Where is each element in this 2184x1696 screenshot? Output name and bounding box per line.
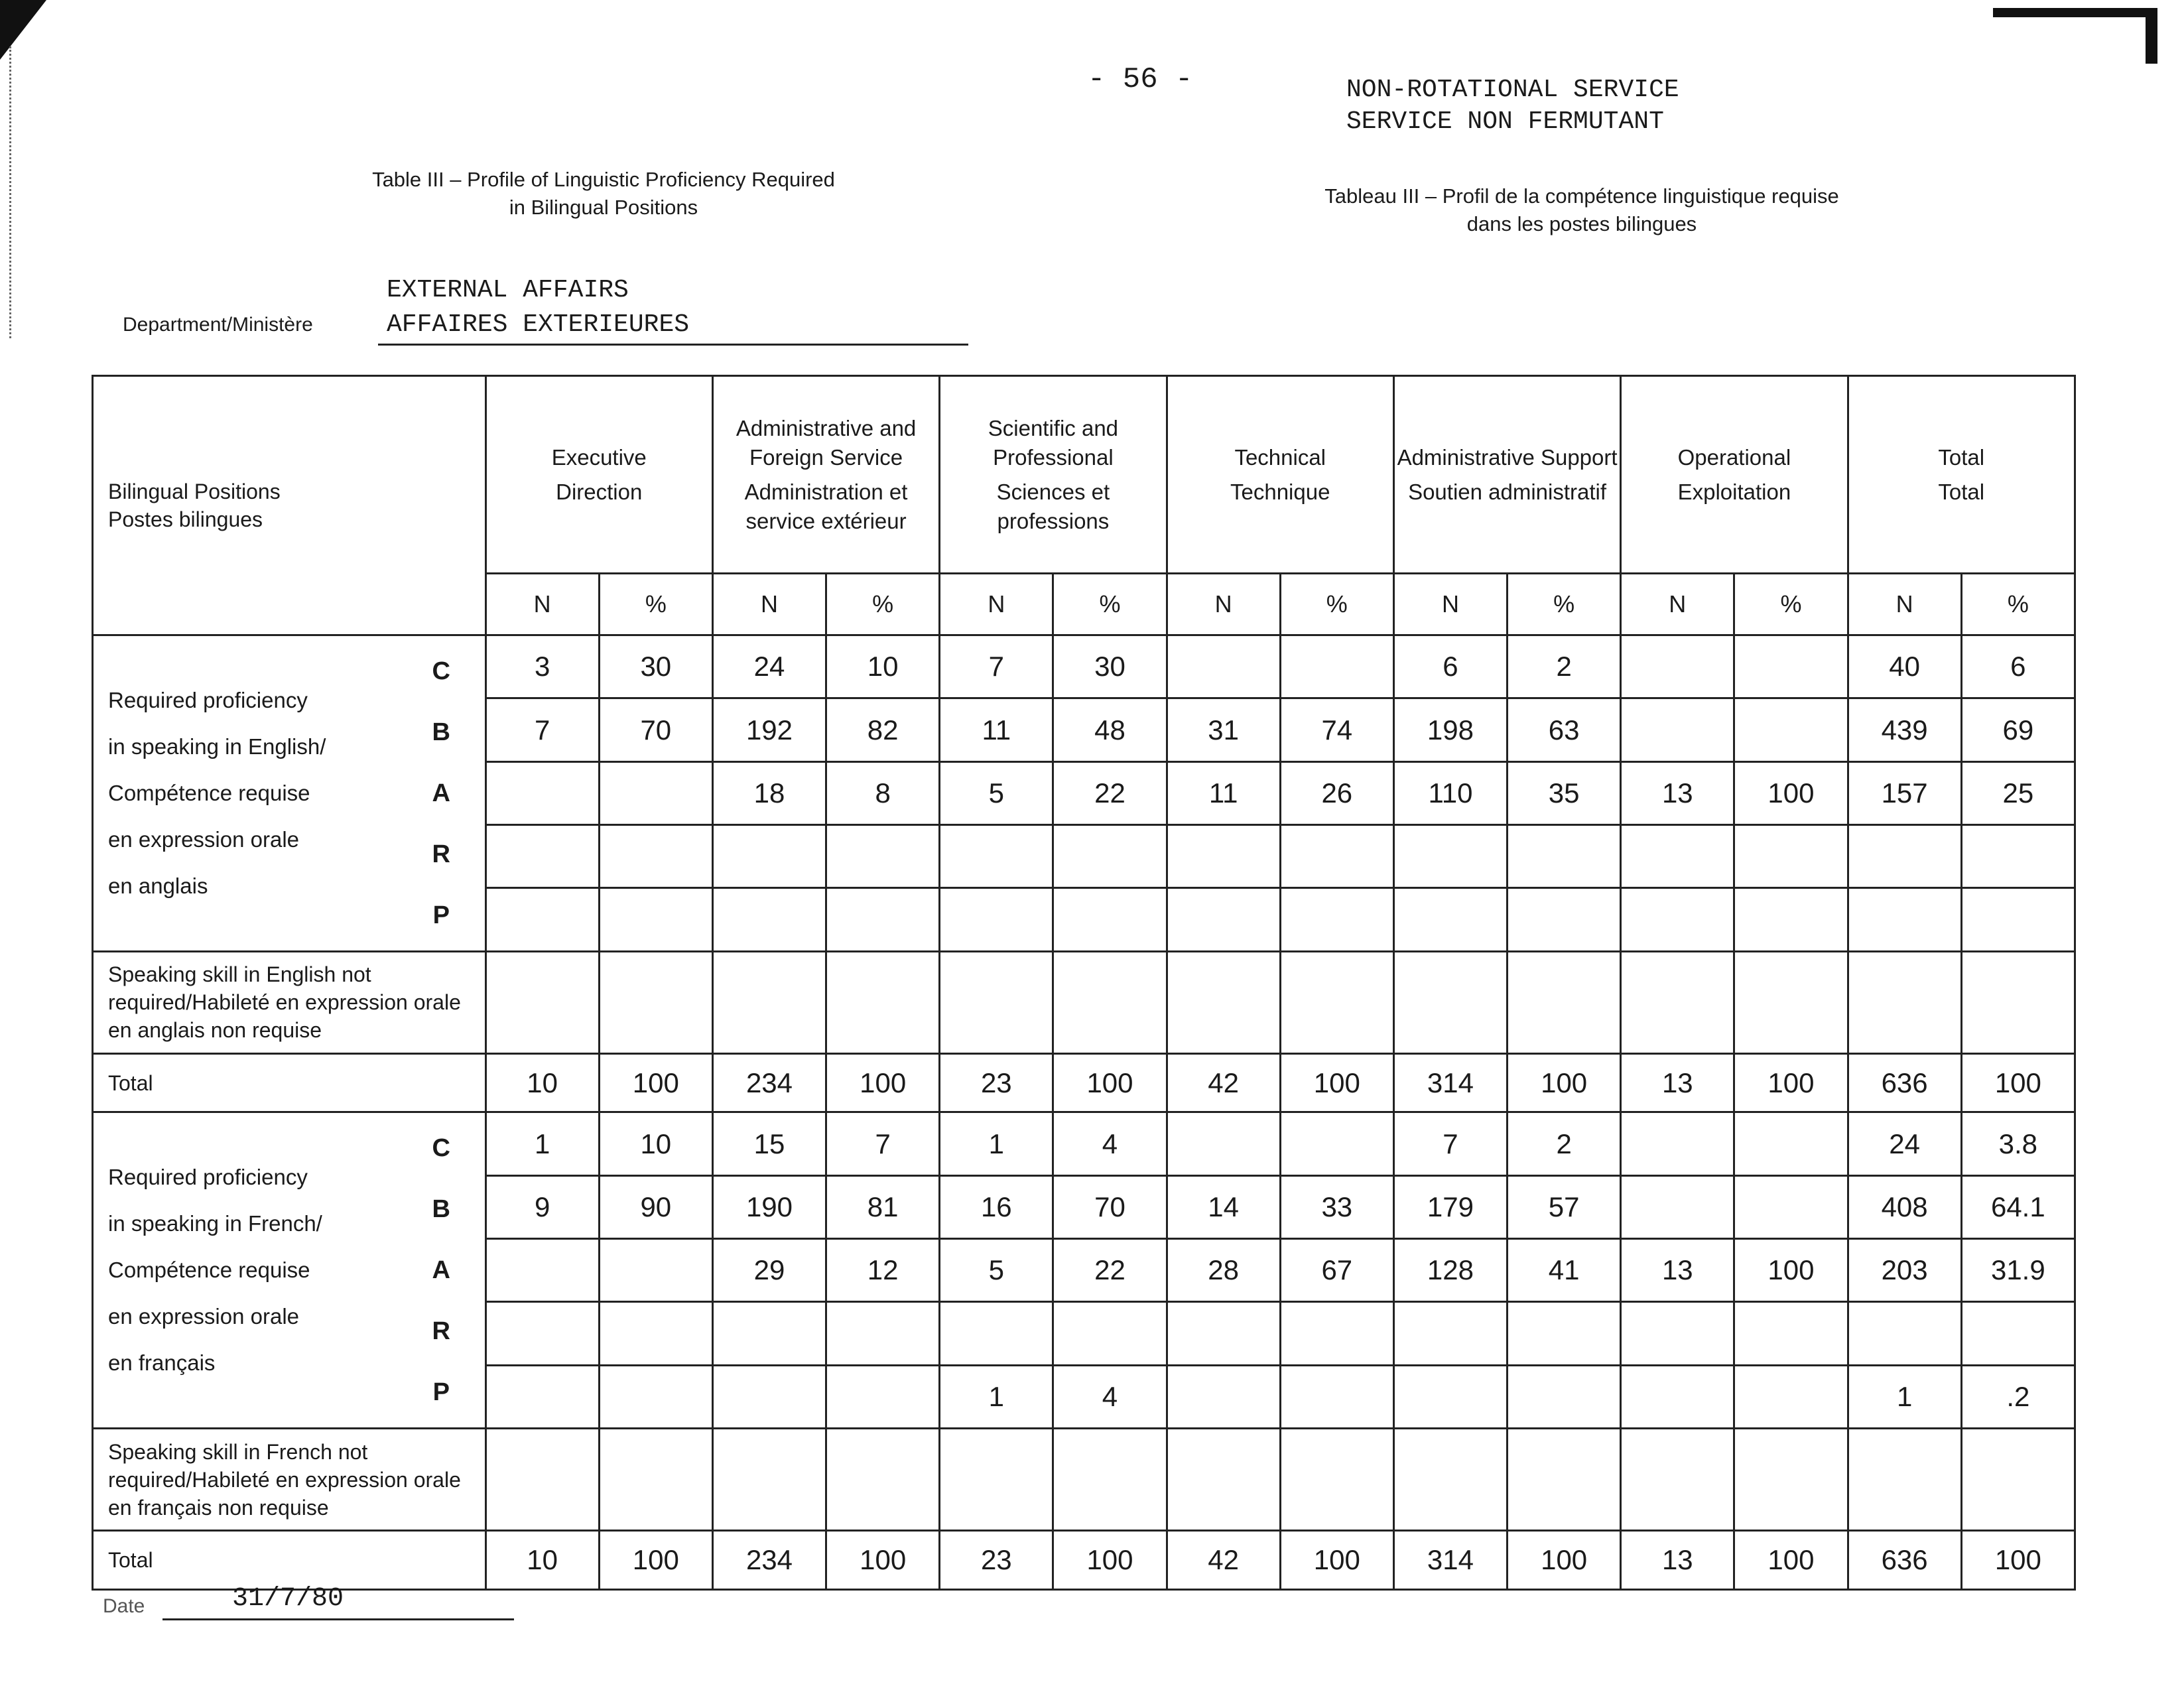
group-name-fr: Sciences et professions (996, 479, 1110, 533)
table-cell: 82 (826, 698, 940, 761)
table-cell (712, 951, 826, 1053)
table-cell: 100 (1053, 1531, 1167, 1590)
proficiency-label-line: en expression orale (108, 1304, 300, 1329)
table-cell: 33 (1280, 1175, 1393, 1238)
table-cell (1508, 824, 1621, 887)
table-cell: 192 (712, 698, 826, 761)
table-cell: 100 (1734, 761, 1848, 824)
table-cell (1508, 951, 1621, 1053)
table-cell: 24 (712, 635, 826, 698)
table-cell: 48 (1053, 698, 1167, 761)
table-cell (1734, 1112, 1848, 1175)
table-cell (485, 761, 599, 824)
table-cell (940, 1429, 1053, 1531)
proficiency-label-line: in speaking in English/ (108, 734, 326, 759)
table-cell (712, 1365, 826, 1428)
french-total-label: Total (93, 1531, 486, 1590)
n-header: N (1393, 574, 1507, 635)
table-cell: 24 (1848, 1112, 1961, 1175)
n-header: N (712, 574, 826, 635)
table-cell: 314 (1393, 1053, 1507, 1112)
table-cell: 69 (1961, 698, 2075, 761)
table-cell (1167, 1429, 1280, 1531)
group-name-en: Administrative and Foreign Service (736, 415, 917, 470)
pct-header: % (1508, 574, 1621, 635)
n-header: N (485, 574, 599, 635)
department-name-fr: AFFAIRES EXTERIEURES (387, 310, 690, 339)
table-cell: 234 (712, 1053, 826, 1112)
table-cell: 100 (826, 1531, 940, 1590)
table-cell: 7 (485, 698, 599, 761)
table-cell: 1 (940, 1112, 1053, 1175)
table-cell: 11 (940, 698, 1053, 761)
table-cell: 100 (1053, 1053, 1167, 1112)
table-cell (1280, 1112, 1393, 1175)
french-proficiency-label (93, 1112, 398, 1429)
scan-corner-mark-left (0, 0, 46, 60)
table-row (93, 1112, 2075, 1175)
table-cell: 70 (599, 698, 712, 761)
table-cell (485, 1429, 599, 1531)
corner-label (93, 376, 486, 635)
table-cell (1848, 824, 1961, 887)
scan-corner-mark-right (1993, 8, 2157, 64)
table-cell (1167, 1112, 1280, 1175)
department-name (387, 273, 689, 342)
group-name-en: Total (1938, 444, 1985, 470)
english-not-required-label: Speaking skill in English not required/Habileté en expression orale en anglais non requise (93, 951, 486, 1053)
proficiency-label-line: en anglais (108, 873, 208, 898)
group-header-6 (1848, 376, 2075, 574)
table-cell: 7 (940, 635, 1053, 698)
table-cell (599, 1302, 712, 1365)
table-cell (485, 824, 599, 887)
group-header-row (93, 376, 2075, 574)
group-name-fr: Technique (1230, 479, 1330, 504)
table-cell (940, 824, 1053, 887)
english-total-label: Total (93, 1053, 486, 1112)
table-cell: 41 (1508, 1239, 1621, 1302)
group-name-fr: Soutien administratif (1408, 479, 1607, 504)
table-cell: 42 (1167, 1531, 1280, 1590)
table-cell (1167, 824, 1280, 887)
table-cell (826, 888, 940, 951)
table-cell (712, 888, 826, 951)
table-cell (1508, 1302, 1621, 1365)
table-cell: 2 (1508, 1112, 1621, 1175)
table-cell: 12 (826, 1239, 940, 1302)
table-cell: 100 (599, 1531, 712, 1590)
table-cell: 63 (1508, 698, 1621, 761)
french-not-required-label: Speaking skill in French not required/Habileté en expression orale en français non requise (93, 1429, 486, 1531)
table-cell: 29 (712, 1239, 826, 1302)
table-cell: 636 (1848, 1053, 1961, 1112)
pct-header: % (599, 574, 712, 635)
grade-letter: R (432, 840, 450, 868)
group-name-fr: Administration et service extérieur (744, 479, 908, 533)
group-header-0 (485, 376, 712, 574)
table-cell: .2 (1961, 1365, 2075, 1428)
table-cell (826, 951, 940, 1053)
table-cell: 25 (1961, 761, 2075, 824)
table-cell (485, 1239, 599, 1302)
grade-letter: B (432, 718, 450, 746)
table-cell (1393, 824, 1507, 887)
english-proficiency-label (93, 635, 398, 952)
corner-label-en: Bilingual Positions (108, 480, 281, 504)
table-cell: 110 (1393, 761, 1507, 824)
table-cell (1280, 824, 1393, 887)
table-cell: 100 (1508, 1053, 1621, 1112)
group-header-5 (1621, 376, 1848, 574)
date-label: Date (103, 1595, 145, 1617)
not-required-row (93, 951, 2075, 1053)
table-cell (1734, 1302, 1848, 1365)
n-header: N (1167, 574, 1280, 635)
table-cell (940, 1302, 1053, 1365)
table-cell (1280, 1365, 1393, 1428)
table-cell: 100 (1508, 1531, 1621, 1590)
grade-letter: A (432, 1256, 450, 1285)
table-cell (1053, 824, 1167, 887)
table-cell (1848, 888, 1961, 951)
table-cell (1393, 1365, 1507, 1428)
service-type-fr: SERVICE NON FERMUTANT (1346, 107, 1664, 136)
pct-header: % (1280, 574, 1393, 635)
table-cell: 35 (1508, 761, 1621, 824)
table-cell: 100 (1280, 1531, 1393, 1590)
grade-letter: B (432, 1195, 450, 1224)
service-type (1346, 74, 1679, 138)
table-cell: 81 (826, 1175, 940, 1238)
table-cell: 74 (1280, 698, 1393, 761)
table-title-fr (1187, 182, 1976, 238)
table-cell (1393, 888, 1507, 951)
table-cell: 5 (940, 1239, 1053, 1302)
table-cell (1734, 1365, 1848, 1428)
table-cell: 100 (1961, 1531, 2075, 1590)
table-cell: 234 (712, 1531, 826, 1590)
table-cell: 2 (1508, 635, 1621, 698)
table-cell: 64.1 (1961, 1175, 2075, 1238)
table-cell (1280, 1429, 1393, 1531)
table-cell (1167, 888, 1280, 951)
total-row (93, 1053, 2075, 1112)
table-cell (1167, 1302, 1280, 1365)
table-cell: 13 (1621, 1053, 1734, 1112)
total-row (93, 1531, 2075, 1590)
table-cell: 10 (826, 635, 940, 698)
pct-header: % (1961, 574, 2075, 635)
table-cell (1508, 1365, 1621, 1428)
corner-label-fr: Postes bilingues (108, 507, 263, 532)
table-cell (1280, 635, 1393, 698)
proficiency-label-line: in speaking in French/ (108, 1211, 322, 1236)
group-name-en: Executive (551, 444, 647, 470)
table-cell (826, 824, 940, 887)
table-cell (1167, 635, 1280, 698)
table-cell (1961, 951, 2075, 1053)
table-cell (1393, 1302, 1507, 1365)
table-cell: 157 (1848, 761, 1961, 824)
table-cell: 40 (1848, 635, 1961, 698)
group-name-en: Technical (1234, 444, 1326, 470)
table-cell: 42 (1167, 1053, 1280, 1112)
french-grade-column (398, 1112, 485, 1429)
table-cell (1848, 1429, 1961, 1531)
grade-letter: C (432, 1134, 450, 1163)
table-cell (1508, 1429, 1621, 1531)
table-cell: 23 (940, 1053, 1053, 1112)
table-cell (1280, 951, 1393, 1053)
table-cell (599, 824, 712, 887)
table-cell: 28 (1167, 1239, 1280, 1302)
table-cell (826, 1365, 940, 1428)
n-header: N (940, 574, 1053, 635)
table-cell: 100 (1734, 1239, 1848, 1302)
table-cell (1621, 888, 1734, 951)
table-cell: 90 (599, 1175, 712, 1238)
department-name-en: EXTERNAL AFFAIRS (387, 276, 629, 304)
department-label: Department/Ministère (123, 314, 313, 336)
table-cell: 203 (1848, 1239, 1961, 1302)
table-cell (712, 1429, 826, 1531)
proficiency-label-line: en expression orale (108, 826, 300, 852)
table-cell (826, 1429, 940, 1531)
table-cell: 100 (599, 1053, 712, 1112)
table-cell (485, 1365, 599, 1428)
proficiency-table (92, 375, 2076, 1591)
table-cell: 8 (826, 761, 940, 824)
group-name-en: Operational (1677, 444, 1791, 470)
table-cell: 30 (1053, 635, 1167, 698)
table-cell (599, 1365, 712, 1428)
table-cell: 13 (1621, 1531, 1734, 1590)
table-cell (485, 1302, 599, 1365)
table-title-fr-line2: dans les postes bilingues (1466, 212, 1697, 235)
proficiency-label-line: Required proficiency (108, 1165, 308, 1190)
pct-header: % (826, 574, 940, 635)
table-cell (1961, 888, 2075, 951)
table-cell: 31 (1167, 698, 1280, 761)
proficiency-label-line: Required proficiency (108, 687, 308, 712)
group-header-3 (1167, 376, 1393, 574)
table-cell: 13 (1621, 1239, 1734, 1302)
table-cell (1961, 1302, 2075, 1365)
english-grade-column (398, 635, 485, 952)
group-name-fr: Total (1938, 479, 1985, 504)
table-cell (1053, 1429, 1167, 1531)
table-cell: 10 (485, 1531, 599, 1590)
table-cell: 31.9 (1961, 1239, 2075, 1302)
not-required-row (93, 1429, 2075, 1531)
table-title-fr-line1: Tableau III – Profil de la compétence linguistique requise (1324, 184, 1839, 208)
table-cell (599, 888, 712, 951)
table-cell (1734, 1429, 1848, 1531)
table-cell (1734, 951, 1848, 1053)
table-cell (1280, 888, 1393, 951)
table-cell (485, 888, 599, 951)
table-cell: 100 (1734, 1531, 1848, 1590)
date-underline (162, 1618, 514, 1620)
table-cell: 10 (599, 1112, 712, 1175)
table-cell (1621, 1302, 1734, 1365)
table-cell (1167, 951, 1280, 1053)
table-row (93, 635, 2075, 698)
group-header-2 (940, 376, 1167, 574)
group-header-1 (712, 376, 939, 574)
table-cell (485, 951, 599, 1053)
table-cell (940, 951, 1053, 1053)
pct-header: % (1734, 574, 1848, 635)
grade-letter: P (432, 901, 450, 929)
table-cell: 6 (1961, 635, 2075, 698)
group-name-fr: Direction (556, 479, 643, 504)
table-cell (1053, 951, 1167, 1053)
table-cell (1393, 1429, 1507, 1531)
table-cell: 408 (1848, 1175, 1961, 1238)
proficiency-label-line: Compétence requise (108, 1258, 310, 1283)
n-header: N (1848, 574, 1961, 635)
table-cell: 100 (1961, 1053, 2075, 1112)
table-cell (712, 1302, 826, 1365)
table-cell: 3 (485, 635, 599, 698)
table-cell: 4 (1053, 1365, 1167, 1428)
table-cell (1848, 951, 1961, 1053)
table-title-en-line2: in Bilingual Positions (509, 196, 698, 219)
table-cell (1621, 1365, 1734, 1428)
table-cell (826, 1302, 940, 1365)
table-cell: 100 (1280, 1053, 1393, 1112)
table-cell: 67 (1280, 1239, 1393, 1302)
department-underline (378, 344, 968, 346)
table-cell: 100 (1734, 1053, 1848, 1112)
table-cell (1734, 1175, 1848, 1238)
table-cell: 3.8 (1961, 1112, 2075, 1175)
table-cell (1734, 824, 1848, 887)
page-number: - 56 - (1088, 63, 1193, 96)
table-cell: 179 (1393, 1175, 1507, 1238)
table-cell (1621, 698, 1734, 761)
table-cell (1053, 888, 1167, 951)
table-cell (1053, 1302, 1167, 1365)
table-cell (940, 888, 1053, 951)
table-cell: 22 (1053, 1239, 1167, 1302)
group-name-en: Scientific and Professional (988, 415, 1119, 470)
table-cell: 1 (485, 1112, 599, 1175)
table-cell (1621, 1429, 1734, 1531)
table-cell (1393, 951, 1507, 1053)
table-cell (1621, 635, 1734, 698)
table-cell: 314 (1393, 1531, 1507, 1590)
table-cell: 198 (1393, 698, 1507, 761)
grade-letter: A (432, 779, 450, 807)
table-cell (712, 824, 826, 887)
table-title-en-line1: Table III – Profile of Linguistic Proficiency Required (372, 168, 835, 191)
table-cell: 23 (940, 1531, 1053, 1590)
table-cell: 15 (712, 1112, 826, 1175)
table-cell (1508, 888, 1621, 951)
pct-header: % (1053, 574, 1167, 635)
table-cell (1280, 1302, 1393, 1365)
table-cell: 16 (940, 1175, 1053, 1238)
grade-letter: C (432, 657, 450, 685)
table-cell: 128 (1393, 1239, 1507, 1302)
proficiency-label-line: en français (108, 1350, 216, 1376)
table-cell: 1 (940, 1365, 1053, 1428)
table-cell: 6 (1393, 635, 1507, 698)
table-cell (1167, 1365, 1280, 1428)
table-cell (1961, 1429, 2075, 1531)
table-cell (599, 1429, 712, 1531)
service-type-en: NON-ROTATIONAL SERVICE (1346, 76, 1679, 104)
table-cell: 9 (485, 1175, 599, 1238)
table-cell: 190 (712, 1175, 826, 1238)
group-name-en: Administrative Support (1397, 444, 1618, 470)
table-cell: 4 (1053, 1112, 1167, 1175)
table-cell: 13 (1621, 761, 1734, 824)
table-cell: 100 (826, 1053, 940, 1112)
table-cell (1848, 1302, 1961, 1365)
table-cell: 11 (1167, 761, 1280, 824)
table-cell: 30 (599, 635, 712, 698)
group-header-4 (1393, 376, 1620, 574)
table-cell: 7 (1393, 1112, 1507, 1175)
table-cell (599, 761, 712, 824)
table-cell: 14 (1167, 1175, 1280, 1238)
table-cell (1961, 824, 2075, 887)
table-cell: 18 (712, 761, 826, 824)
group-name-fr: Exploitation (1677, 479, 1791, 504)
table-cell: 636 (1848, 1531, 1961, 1590)
table-cell: 26 (1280, 761, 1393, 824)
grade-letter: R (432, 1317, 450, 1346)
scan-edge-marks (9, 46, 15, 338)
table-cell (1734, 888, 1848, 951)
table-cell: 439 (1848, 698, 1961, 761)
proficiency-label-line: Compétence requise (108, 780, 310, 805)
table-cell: 70 (1053, 1175, 1167, 1238)
table-cell (599, 1239, 712, 1302)
table-cell: 22 (1053, 761, 1167, 824)
date-value: 31/7/80 (232, 1584, 344, 1614)
table-cell: 1 (1848, 1365, 1961, 1428)
table-cell (599, 951, 712, 1053)
table-cell (1621, 1175, 1734, 1238)
table-cell: 5 (940, 761, 1053, 824)
table-cell (1621, 824, 1734, 887)
table-cell (1621, 951, 1734, 1053)
table-title-en (252, 166, 955, 222)
table-cell: 57 (1508, 1175, 1621, 1238)
table-cell (1734, 698, 1848, 761)
table-cell: 10 (485, 1053, 599, 1112)
grade-letter: P (432, 1378, 450, 1407)
table-cell (1621, 1112, 1734, 1175)
table-cell: 7 (826, 1112, 940, 1175)
table-cell (1734, 635, 1848, 698)
n-header: N (1621, 574, 1734, 635)
